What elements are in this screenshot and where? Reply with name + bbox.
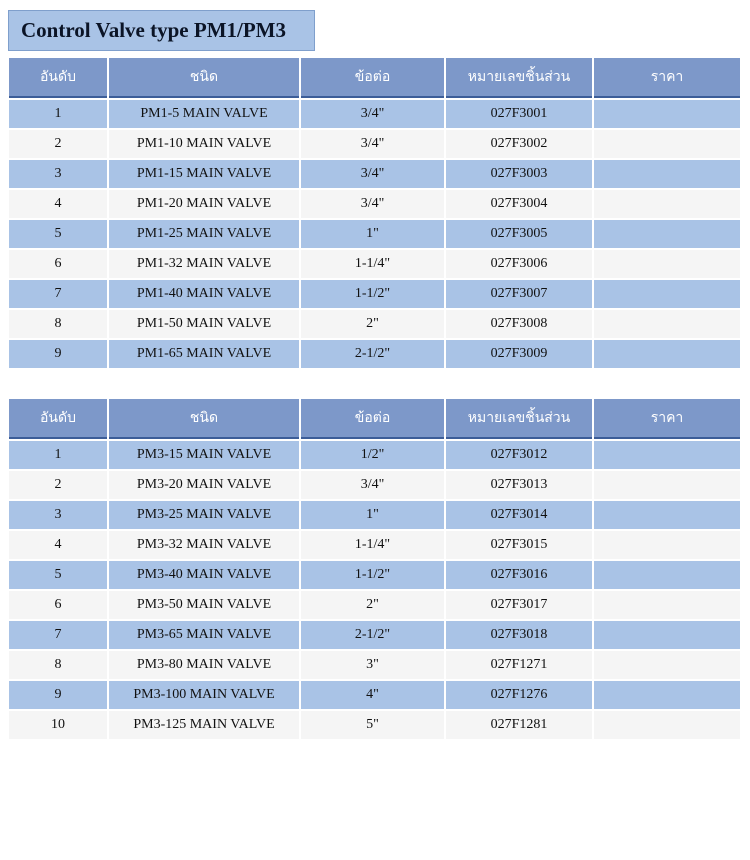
table-row <box>9 501 740 529</box>
cell-order: 6 <box>9 250 107 278</box>
cell-connection: 2" <box>301 310 444 338</box>
cell-order: 5 <box>9 220 107 248</box>
cell-order: 8 <box>9 310 107 338</box>
cell-connection: 1-1/4" <box>301 531 444 559</box>
table-row <box>9 340 740 368</box>
cell-type: PM1-20 MAIN VALVE <box>109 190 299 218</box>
page-title: Control Valve type PM1/PM3 <box>8 10 315 51</box>
table-row <box>9 160 740 188</box>
cell-connection: 3/4" <box>301 190 444 218</box>
cell-type: PM1-32 MAIN VALVE <box>109 250 299 278</box>
cell-type: PM3-15 MAIN VALVE <box>109 441 299 469</box>
cell-part-number: 027F3018 <box>446 621 592 649</box>
table-row <box>9 621 740 649</box>
table-row <box>9 100 740 128</box>
pm1-valve-table <box>7 56 742 370</box>
cell-order: 3 <box>9 160 107 188</box>
cell-type: PM3-25 MAIN VALVE <box>109 501 299 529</box>
cell-connection: 2" <box>301 591 444 619</box>
cell-price <box>594 220 740 248</box>
cell-price <box>594 250 740 278</box>
cell-price <box>594 651 740 679</box>
table-row <box>9 681 740 709</box>
cell-price <box>594 100 740 128</box>
cell-order: 2 <box>9 130 107 158</box>
table-row <box>9 220 740 248</box>
cell-type: PM1-10 MAIN VALVE <box>109 130 299 158</box>
cell-order: 3 <box>9 501 107 529</box>
cell-type: PM1-25 MAIN VALVE <box>109 220 299 248</box>
header-order: อันดับ <box>9 58 107 98</box>
cell-type: PM3-20 MAIN VALVE <box>109 471 299 499</box>
table-row <box>9 711 740 739</box>
cell-price <box>594 591 740 619</box>
header-type: ชนิด <box>109 58 299 98</box>
cell-type: PM1-15 MAIN VALVE <box>109 160 299 188</box>
cell-part-number: 027F3013 <box>446 471 592 499</box>
table-row <box>9 280 740 308</box>
cell-price <box>594 561 740 589</box>
cell-order: 1 <box>9 100 107 128</box>
pm3-valve-table <box>7 397 742 741</box>
cell-part-number: 027F1281 <box>446 711 592 739</box>
table-row <box>9 441 740 469</box>
cell-order: 7 <box>9 621 107 649</box>
cell-connection: 1-1/2" <box>301 561 444 589</box>
cell-order: 2 <box>9 471 107 499</box>
cell-part-number: 027F3005 <box>446 220 592 248</box>
cell-connection: 3/4" <box>301 471 444 499</box>
cell-part-number: 027F3003 <box>446 160 592 188</box>
cell-type: PM3-40 MAIN VALVE <box>109 561 299 589</box>
cell-part-number: 027F3007 <box>446 280 592 308</box>
cell-connection: 1/2" <box>301 441 444 469</box>
cell-type: PM3-32 MAIN VALVE <box>109 531 299 559</box>
cell-part-number: 027F3004 <box>446 190 592 218</box>
table-header-row <box>9 58 740 98</box>
cell-price <box>594 471 740 499</box>
cell-connection: 5" <box>301 711 444 739</box>
cell-part-number: 027F3001 <box>446 100 592 128</box>
table-row <box>9 591 740 619</box>
cell-order: 10 <box>9 711 107 739</box>
header-part-number: หมายเลขชิ้นส่วน <box>446 399 592 439</box>
cell-order: 9 <box>9 340 107 368</box>
table-row <box>9 531 740 559</box>
cell-order: 6 <box>9 591 107 619</box>
cell-part-number: 027F3014 <box>446 501 592 529</box>
header-price: ราคา <box>594 58 740 98</box>
cell-part-number: 027F1271 <box>446 651 592 679</box>
cell-price <box>594 441 740 469</box>
cell-part-number: 027F3008 <box>446 310 592 338</box>
header-connection: ข้อต่อ <box>301 58 444 98</box>
header-type: ชนิด <box>109 399 299 439</box>
cell-type: PM1-5 MAIN VALVE <box>109 100 299 128</box>
cell-price <box>594 280 740 308</box>
cell-connection: 3/4" <box>301 100 444 128</box>
cell-connection: 1" <box>301 220 444 248</box>
cell-price <box>594 681 740 709</box>
cell-connection: 1-1/4" <box>301 250 444 278</box>
cell-type: PM3-80 MAIN VALVE <box>109 651 299 679</box>
table-row <box>9 250 740 278</box>
header-price: ราคา <box>594 399 740 439</box>
cell-type: PM3-125 MAIN VALVE <box>109 711 299 739</box>
cell-order: 9 <box>9 681 107 709</box>
cell-order: 4 <box>9 190 107 218</box>
table-header-row <box>9 399 740 439</box>
cell-type: PM1-50 MAIN VALVE <box>109 310 299 338</box>
cell-order: 8 <box>9 651 107 679</box>
cell-type: PM3-50 MAIN VALVE <box>109 591 299 619</box>
cell-connection: 1-1/2" <box>301 280 444 308</box>
cell-order: 1 <box>9 441 107 469</box>
cell-part-number: 027F3016 <box>446 561 592 589</box>
cell-price <box>594 310 740 338</box>
table-row <box>9 130 740 158</box>
cell-order: 5 <box>9 561 107 589</box>
cell-price <box>594 711 740 739</box>
cell-connection: 3/4" <box>301 130 444 158</box>
table-row <box>9 561 740 589</box>
cell-price <box>594 621 740 649</box>
cell-type: PM3-100 MAIN VALVE <box>109 681 299 709</box>
cell-type: PM1-65 MAIN VALVE <box>109 340 299 368</box>
cell-connection: 1" <box>301 501 444 529</box>
cell-part-number: 027F3002 <box>446 130 592 158</box>
table-row <box>9 651 740 679</box>
cell-connection: 2-1/2" <box>301 340 444 368</box>
cell-connection: 2-1/2" <box>301 621 444 649</box>
table-row <box>9 190 740 218</box>
cell-connection: 4" <box>301 681 444 709</box>
cell-connection: 3" <box>301 651 444 679</box>
cell-part-number: 027F3006 <box>446 250 592 278</box>
cell-type: PM1-40 MAIN VALVE <box>109 280 299 308</box>
cell-order: 4 <box>9 531 107 559</box>
cell-part-number: 027F3017 <box>446 591 592 619</box>
header-part-number: หมายเลขชิ้นส่วน <box>446 58 592 98</box>
cell-order: 7 <box>9 280 107 308</box>
cell-price <box>594 190 740 218</box>
cell-part-number: 027F1276 <box>446 681 592 709</box>
cell-price <box>594 160 740 188</box>
cell-part-number: 027F3012 <box>446 441 592 469</box>
cell-type: PM3-65 MAIN VALVE <box>109 621 299 649</box>
cell-part-number: 027F3015 <box>446 531 592 559</box>
cell-price <box>594 340 740 368</box>
table-row <box>9 471 740 499</box>
cell-connection: 3/4" <box>301 160 444 188</box>
cell-price <box>594 531 740 559</box>
header-connection: ข้อต่อ <box>301 399 444 439</box>
header-order: อันดับ <box>9 399 107 439</box>
cell-price <box>594 130 740 158</box>
cell-part-number: 027F3009 <box>446 340 592 368</box>
table-row <box>9 310 740 338</box>
cell-price <box>594 501 740 529</box>
